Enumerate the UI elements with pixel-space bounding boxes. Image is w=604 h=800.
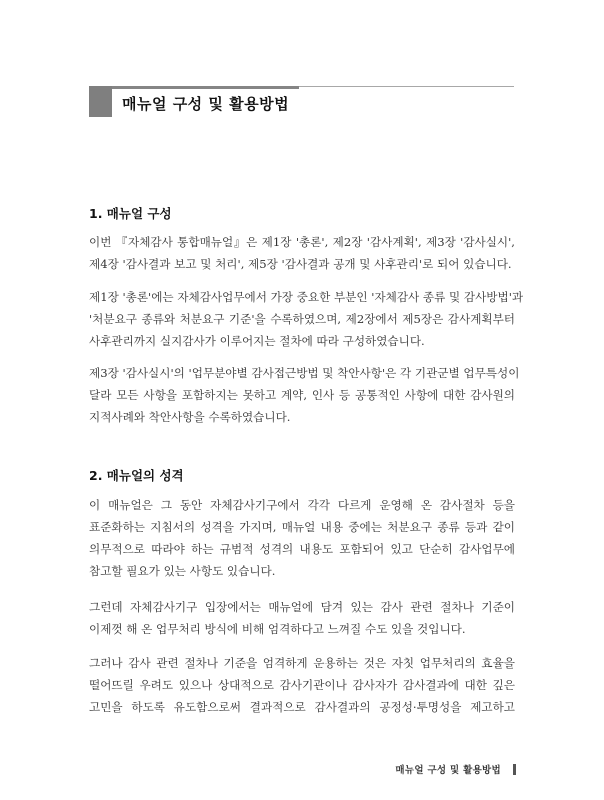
chapter-rule-thin (299, 86, 514, 87)
chapter-header (89, 86, 514, 117)
text-line: 제1장 '총론'에는 자체감사업무에서 가장 중요한 부분인 '자체감사 종류 및 감사방법'과 (89, 290, 524, 304)
text-line: 참고할 필요가 있는 사항도 있습니다. (89, 564, 276, 578)
text-line: 그런데 자체감사기구 입장에서는 매뉴얼에 담겨 있는 감사 관련 절차나 기준이 (89, 600, 515, 614)
page-footer (395, 762, 516, 776)
text-line: 이제껏 해 온 업무처리 방식에 비해 엄격하다고 느껴질 수도 있을 것입니다. (89, 622, 466, 636)
running-title: 매뉴얼 구성 및 활용방법 (395, 765, 501, 776)
section-heading-1: 1. 매뉴얼 구성 (89, 206, 172, 221)
paragraph (89, 362, 520, 428)
text-line: 표준화하는 지침서의 성격을 가지며, 매뉴얼 내용 중에는 처분요구 종류 등과 같이 (89, 520, 515, 534)
text-line: 제3장 '감사실시'의 '업무분야별 감사접근방법 및 착안사항'은 각 기관군별 업무특성이 (89, 366, 520, 380)
text-line: 지적사례와 착안사항을 수록하였습니다. (89, 410, 291, 424)
text-line: 달라 모든 사항을 포함하지는 못하고 계약, 인사 등 공통적인 사항에 대한 감사원의 (89, 388, 515, 402)
text-line: 제4장 '감사결과 보고 및 처리', 제5장 '감사결과 공개 및 사후관리'로 되어 있습니다. (89, 257, 512, 271)
text-line: '처분요구 종류와 처분요구 기준'을 수록하였으며, 제2장에서 제5장은 감사계획부터 (89, 312, 515, 326)
paragraph (89, 231, 515, 275)
chapter-marker-block (89, 86, 112, 117)
text-line: 그러나 감사 관련 절차나 기준을 엄격하게 운용하는 것은 자칫 업무처리의 효율을 (89, 656, 515, 670)
paragraph (89, 286, 524, 352)
paragraph (89, 596, 515, 640)
text-line: 고민을 하도록 유도함으로써 결과적으로 감사결과의 공정성·투명성을 제고하고 (89, 700, 515, 714)
section-heading-2: 2. 매뉴얼의 성격 (89, 468, 184, 483)
text-line: 사후관리까지 실지감사가 이루어지는 절차에 따라 구성하였습니다. (89, 334, 425, 348)
text-line: 의무적으로 따라야 하는 규범적 성격의 내용도 포함되어 있고 단순히 감사업무에 (89, 542, 515, 556)
paragraph (89, 494, 515, 582)
footer-marker-bar (513, 764, 516, 775)
chapter-title: 매뉴얼 구성 및 활용방법 (122, 95, 290, 113)
paragraph (89, 652, 515, 718)
text-line: 이번 『자체감사 통합매뉴얼』은 제1장 '총론', 제2장 '감사계획', 제3장 '감사실시', (89, 235, 515, 249)
text-line: 이 매뉴얼은 그 동안 자체감사기구에서 각각 다르게 운영해 온 감사절차 등을 (89, 498, 515, 512)
text-line: 떨어뜨릴 우려도 있으나 상대적으로 감사기관이나 감사자가 감사결과에 대한 깊은 (89, 678, 515, 692)
chapter-rule-thick (112, 86, 299, 89)
